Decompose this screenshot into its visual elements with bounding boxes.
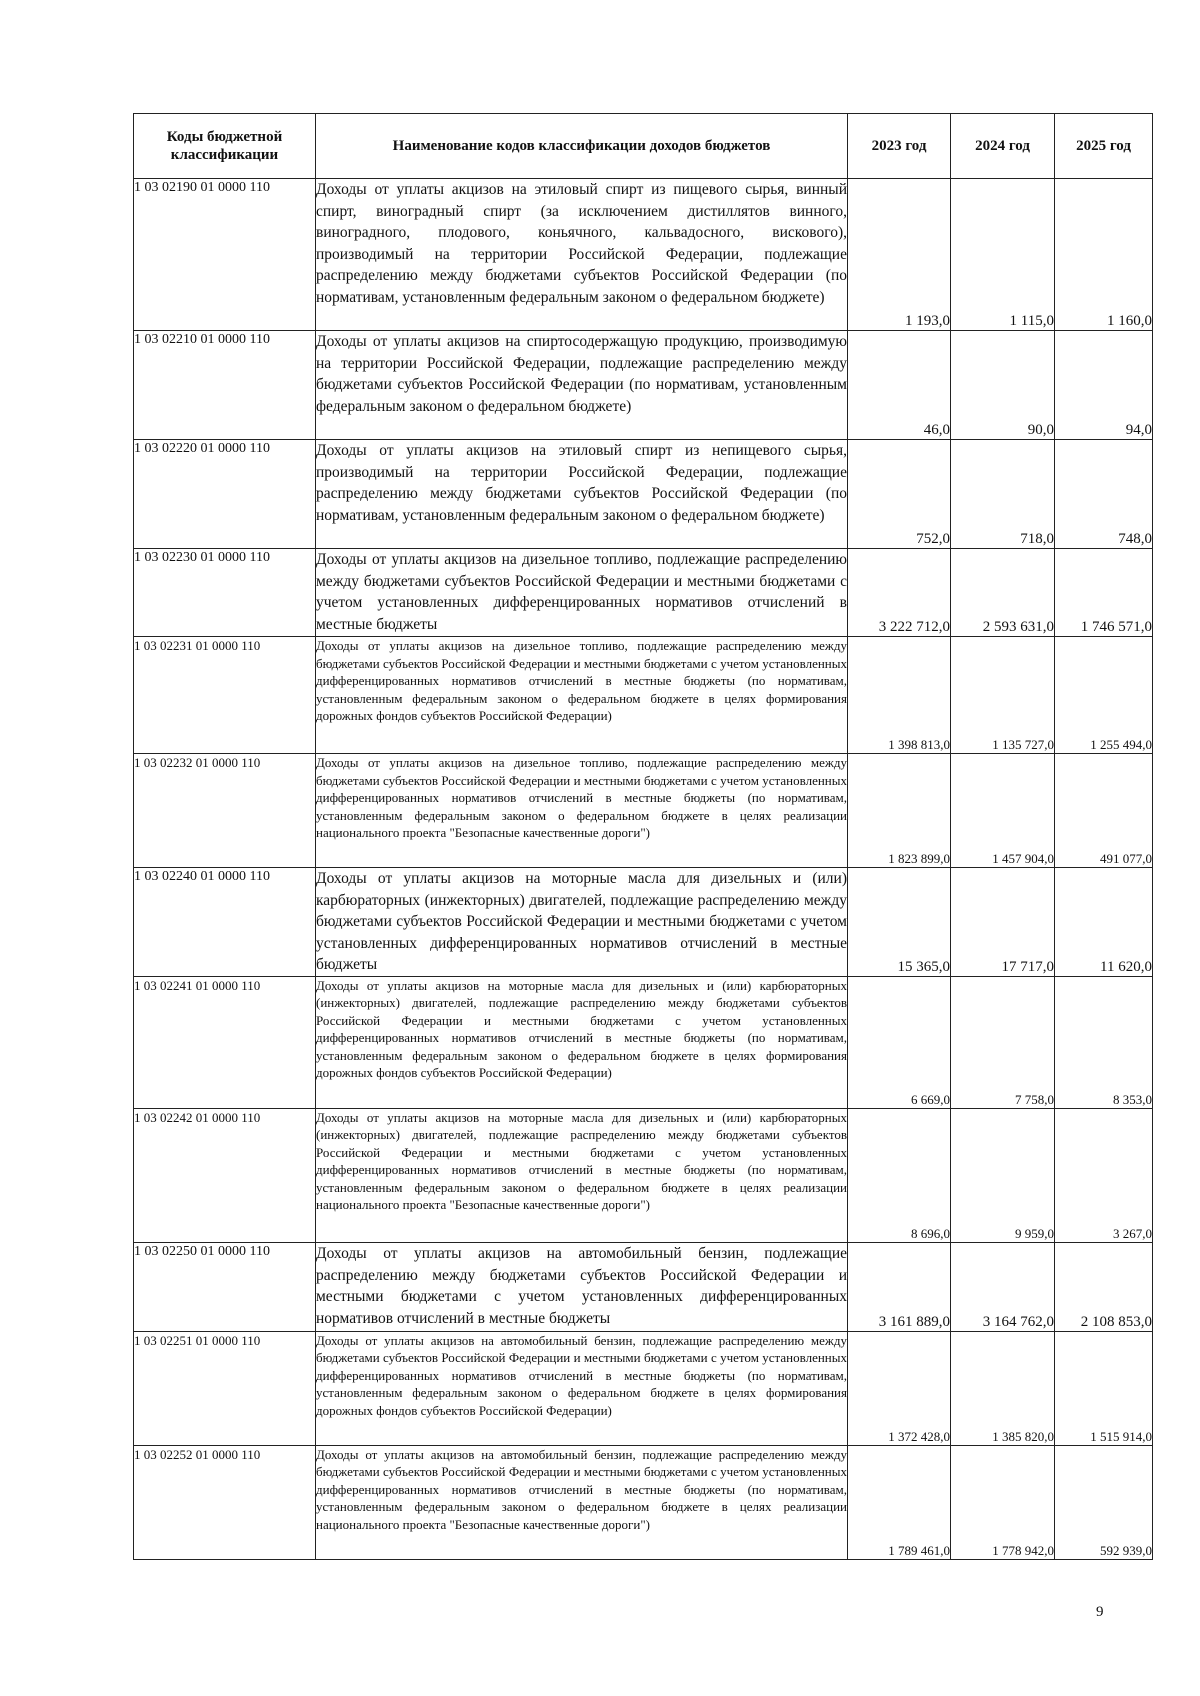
row-value-2023: 6 669,0 [848, 976, 951, 1108]
row-value-2023: 752,0 [848, 440, 951, 549]
table-row [134, 754, 1153, 868]
row-name: Доходы от уплаты акцизов на автомобильный бензин, подлежащие распределению между бюджетами субъектов Российской Федерации и местными бюджетами с учетом установленных дифференцированных нормативов отчислений в местные бюджеты (по нормативам, установленным федеральным законом о федеральном бюджете в целях реализации национального проекта "Безопасные качественные дороги") [316, 1445, 848, 1559]
row-value-2023: 15 365,0 [848, 868, 951, 977]
row-name: Доходы от уплаты акцизов на дизельное топливо, подлежащие распределению между бюджетами субъектов Российской Федерации и местными бюджетами с учетом установленных дифференцированных нормативов отчислений в местные бюджеты (по нормативам, установленным федеральным законом о федеральном бюджете в целях формирования дорожных фондов субъектов Российской Федерации) [316, 637, 848, 754]
row-code: 1 03 02190 01 0000 110 [134, 179, 316, 331]
row-value-2023: 46,0 [848, 331, 951, 440]
row-name: Доходы от уплаты акцизов на автомобильный бензин, подлежащие распределению между бюджетами субъектов Российской Федерации и местными бюджетами с учетом установленных дифференцированных нормативов отчислений в местные бюджеты (по нормативам, установленным федеральным законом о федеральном бюджете в целях формирования дорожных фондов субъектов Российской Федерации) [316, 1331, 848, 1445]
row-value-2025: 592 939,0 [1055, 1445, 1153, 1559]
row-value-2024: 90,0 [951, 331, 1055, 440]
row-value-2024: 1 778 942,0 [951, 1445, 1055, 1559]
header-2024: 2024 год [951, 114, 1055, 179]
row-name: Доходы от уплаты акцизов на этиловый спирт из пищевого сырья, винный спирт, виноградный спирт (за исключением дистиллятов винного, виноградного, плодового, коньячного, кальвадосного, вискового), производимый на территории Российской Федерации, подлежащие распределению между бюджетами субъектов Российской Федерации (по нормативам, установленным федеральным законом о федеральном бюджете) [316, 179, 848, 331]
row-name: Доходы от уплаты акцизов на спиртосодержащую продукцию, производимую на территории Российской Федерации, подлежащие распределению между бюджетами субъектов Российской Федерации (по нормативам, установленным федеральным законом о федеральном бюджете) [316, 331, 848, 440]
row-value-2024: 1 457 904,0 [951, 754, 1055, 868]
row-code: 1 03 02241 01 0000 110 [134, 976, 316, 1108]
row-value-2023: 1 372 428,0 [848, 1331, 951, 1445]
row-code: 1 03 02251 01 0000 110 [134, 1331, 316, 1445]
row-value-2025: 8 353,0 [1055, 976, 1153, 1108]
row-code: 1 03 02230 01 0000 110 [134, 549, 316, 637]
header-2025: 2025 год [1055, 114, 1153, 179]
row-value-2025: 1 746 571,0 [1055, 549, 1153, 637]
row-name: Доходы от уплаты акцизов на моторные масла для дизельных и (или) карбюраторных (инжекторных) двигателей, подлежащие распределению между бюджетами субъектов Российской Федерации и местными бюджетами с учетом установленных дифференцированных нормативов отчислений в местные бюджеты (по нормативам, установленным федеральным законом о федеральном бюджете в целях формирования дорожных фондов субъектов Российской Федерации) [316, 976, 848, 1108]
table-row [134, 549, 1153, 637]
row-name: Доходы от уплаты акцизов на автомобильный бензин, подлежащие распределению между бюджетами субъектов Российской Федерации и местными бюджетами с учетом установленных дифференцированных нормативов отчислений в местные бюджеты [316, 1242, 848, 1331]
row-value-2023: 3 161 889,0 [848, 1242, 951, 1331]
table-row [134, 331, 1153, 440]
row-name: Доходы от уплаты акцизов на моторные масла для дизельных и (или) карбюраторных (инжекторных) двигателей, подлежащие распределению между бюджетами субъектов Российской Федерации и местными бюджетами с учетом установленных дифференцированных нормативов отчислений в местные бюджеты (по нормативам, установленным федеральным законом о федеральном бюджете в целях реализации национального проекта "Безопасные качественные дороги") [316, 1108, 848, 1242]
row-code: 1 03 02232 01 0000 110 [134, 754, 316, 868]
row-value-2025: 2 108 853,0 [1055, 1242, 1153, 1331]
row-value-2025: 1 255 494,0 [1055, 637, 1153, 754]
table-row [134, 1445, 1153, 1559]
row-name: Доходы от уплаты акцизов на этиловый спирт из непищевого сырья, производимый на территории Российской Федерации, подлежащие распределению между бюджетами субъектов Российской Федерации (по нормативам, установленным федеральным законом о федеральном бюджете) [316, 440, 848, 549]
table-row [134, 1331, 1153, 1445]
row-value-2024: 1 135 727,0 [951, 637, 1055, 754]
revenue-table [133, 113, 1153, 1560]
row-value-2025: 3 267,0 [1055, 1108, 1153, 1242]
row-value-2023: 1 789 461,0 [848, 1445, 951, 1559]
row-value-2025: 1 515 914,0 [1055, 1331, 1153, 1445]
row-code: 1 03 02242 01 0000 110 [134, 1108, 316, 1242]
row-code: 1 03 02252 01 0000 110 [134, 1445, 316, 1559]
row-value-2024: 9 959,0 [951, 1108, 1055, 1242]
page-number: 9 [1096, 1604, 1104, 1620]
table-row [134, 637, 1153, 754]
row-value-2024: 1 115,0 [951, 179, 1055, 331]
row-value-2024: 718,0 [951, 440, 1055, 549]
row-value-2023: 8 696,0 [848, 1108, 951, 1242]
table-header-row [134, 114, 1153, 179]
row-value-2024: 7 758,0 [951, 976, 1055, 1108]
row-code: 1 03 02231 01 0000 110 [134, 637, 316, 754]
table-row [134, 179, 1153, 331]
table-row [134, 440, 1153, 549]
row-value-2025: 748,0 [1055, 440, 1153, 549]
header-2023: 2023 год [848, 114, 951, 179]
header-name: Наименование кодов классификации доходов бюджетов [316, 114, 848, 179]
row-name: Доходы от уплаты акцизов на моторные масла для дизельных и (или) карбюраторных (инжекторных) двигателей, подлежащие распределению между бюджетами субъектов Российской Федерации и местными бюджетами с учетом установленных дифференцированных нормативов отчислений в местные бюджеты [316, 868, 848, 977]
row-value-2024: 2 593 631,0 [951, 549, 1055, 637]
row-code: 1 03 02220 01 0000 110 [134, 440, 316, 549]
row-value-2025: 94,0 [1055, 331, 1153, 440]
row-value-2025: 491 077,0 [1055, 754, 1153, 868]
row-value-2023: 1 193,0 [848, 179, 951, 331]
table-row [134, 868, 1153, 977]
table-row [134, 1242, 1153, 1331]
header-code: Коды бюджетной классификации [134, 114, 316, 179]
row-value-2024: 3 164 762,0 [951, 1242, 1055, 1331]
row-name: Доходы от уплаты акцизов на дизельное топливо, подлежащие распределению между бюджетами субъектов Российской Федерации и местными бюджетами с учетом установленных дифференцированных нормативов отчислений в местные бюджеты (по нормативам, установленным федеральным законом о федеральном бюджете в целях реализации национального проекта "Безопасные качественные дороги") [316, 754, 848, 868]
table-row [134, 976, 1153, 1108]
row-value-2025: 11 620,0 [1055, 868, 1153, 977]
row-value-2023: 3 222 712,0 [848, 549, 951, 637]
row-value-2024: 1 385 820,0 [951, 1331, 1055, 1445]
row-value-2025: 1 160,0 [1055, 179, 1153, 331]
row-value-2023: 1 398 813,0 [848, 637, 951, 754]
row-name: Доходы от уплаты акцизов на дизельное топливо, подлежащие распределению между бюджетами субъектов Российской Федерации и местными бюджетами с учетом установленных дифференцированных нормативов отчислений в местные бюджеты [316, 549, 848, 637]
row-code: 1 03 02210 01 0000 110 [134, 331, 316, 440]
row-code: 1 03 02240 01 0000 110 [134, 868, 316, 977]
table-row [134, 1108, 1153, 1242]
row-value-2024: 17 717,0 [951, 868, 1055, 977]
row-value-2023: 1 823 899,0 [848, 754, 951, 868]
row-code: 1 03 02250 01 0000 110 [134, 1242, 316, 1331]
